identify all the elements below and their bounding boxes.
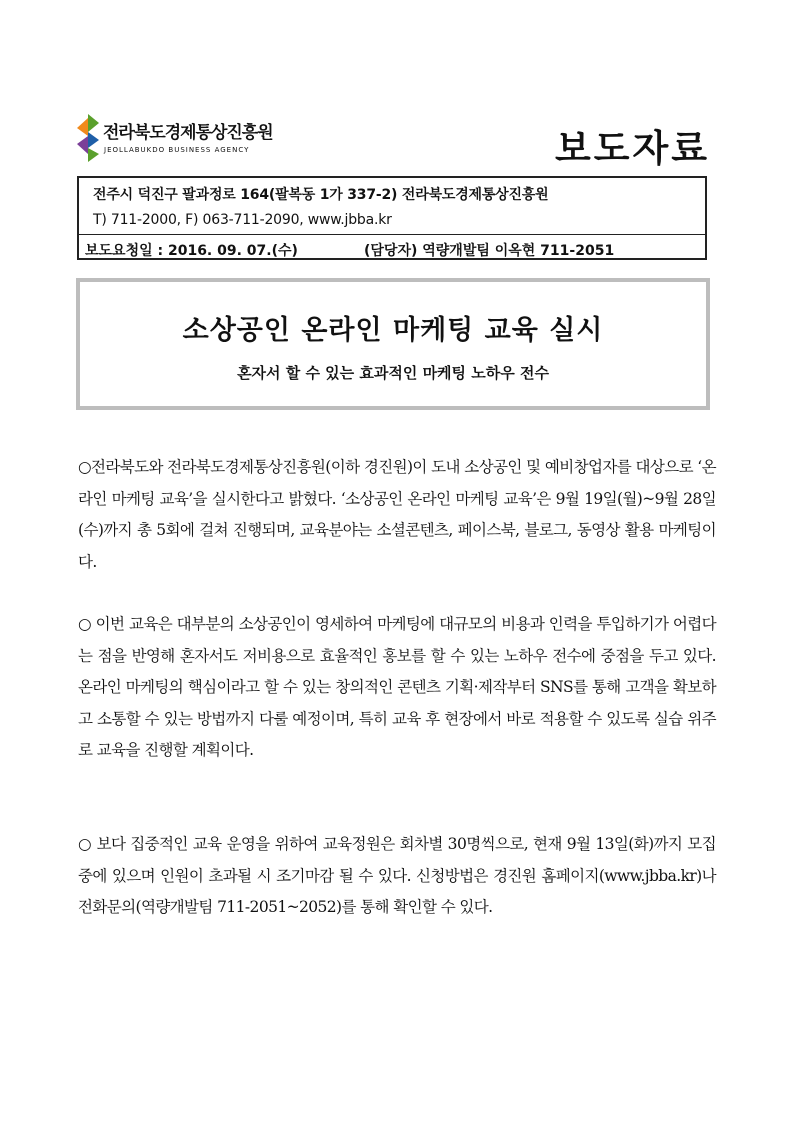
headline-box xyxy=(76,278,710,410)
agency-name-ko: 전라북도경제통상진흥원 xyxy=(103,123,273,143)
agency-logo xyxy=(77,112,277,164)
body-paragraph-1: ○전라북도와 전라북도경제통상진흥원(이하 경진원)이 도내 소상공인 및 예비창업자를 대상으로 ‘온라인 마케팅 교육’을 실시한다고 밝혔다. ‘소상공인 온라인 마케팅 교육’은 9월 19일(월)~9월 28일(수)까지 총 5회에 걸쳐 진행되며, 교육분야는 소셜콘텐츠, 페이스북, 블로그, 동영상 활용 마케팅이다. xyxy=(78,458,716,571)
body-paragraph-2: ○ 이번 교육은 대부분의 소상공인이 영세하여 마케팅에 대규모의 비용과 인력을 투입하기가 어렵다는 점을 반영해 혼자서도 저비용으로 효율적인 홍보를 할 수 있는 노하우 전수에 중점을 두고 있다. 온라인 마케팅의 핵심이라고 할 수 있는 창의적인 콘텐츠 기획·제작부터 SNS를 통해 고객을 확보하고 소통할 수 있는 방법까지 다룰 예정이며, 특히 교육 후 현장에서 바로 적용할 수 있도록 실습 위주로 교육을 진행할 계획이다. xyxy=(78,615,716,759)
info-divider xyxy=(79,234,705,235)
agency-logo-mark-icon xyxy=(77,114,99,162)
address-line: 전주시 덕진구 팔과정로 164(팔복동 1가 337-2) 전라북도경제통상진흥원 xyxy=(93,187,549,203)
press-release-label: 보도자료 xyxy=(555,127,710,170)
headline: 소상공인 온라인 마케팅 교육 실시 xyxy=(182,315,604,346)
subheadline: 혼자서 할 수 있는 효과적인 마케팅 노하우 전수 xyxy=(237,364,549,382)
body-paragraph-3: ○ 보다 집중적인 교육 운영을 위하여 교육정원은 회차별 30명씩으로, 현재 9월 13일(화)까지 모집 중에 있으며 인원이 초과될 시 조기마감 될 수 있다. 신청방법은 경진원 홈페이지(www.jbba.kr)나 전화문의(역량개발팀 711-2051~2052)를 통해 확인할 수 있다. xyxy=(78,835,716,916)
request-date: 보도요청일 : 2016. 09. 07.(수) xyxy=(85,243,298,259)
contact-info-box xyxy=(77,176,707,260)
phone-fax-web-line: T) 711-2000, F) 063-711-2090, www.jbba.kr xyxy=(93,212,392,228)
agency-name-en: JEOLLABUKDO BUSINESS AGENCY xyxy=(104,146,250,154)
person-in-charge: (담당자) 역량개발팀 이옥현 711-2051 xyxy=(364,243,615,259)
